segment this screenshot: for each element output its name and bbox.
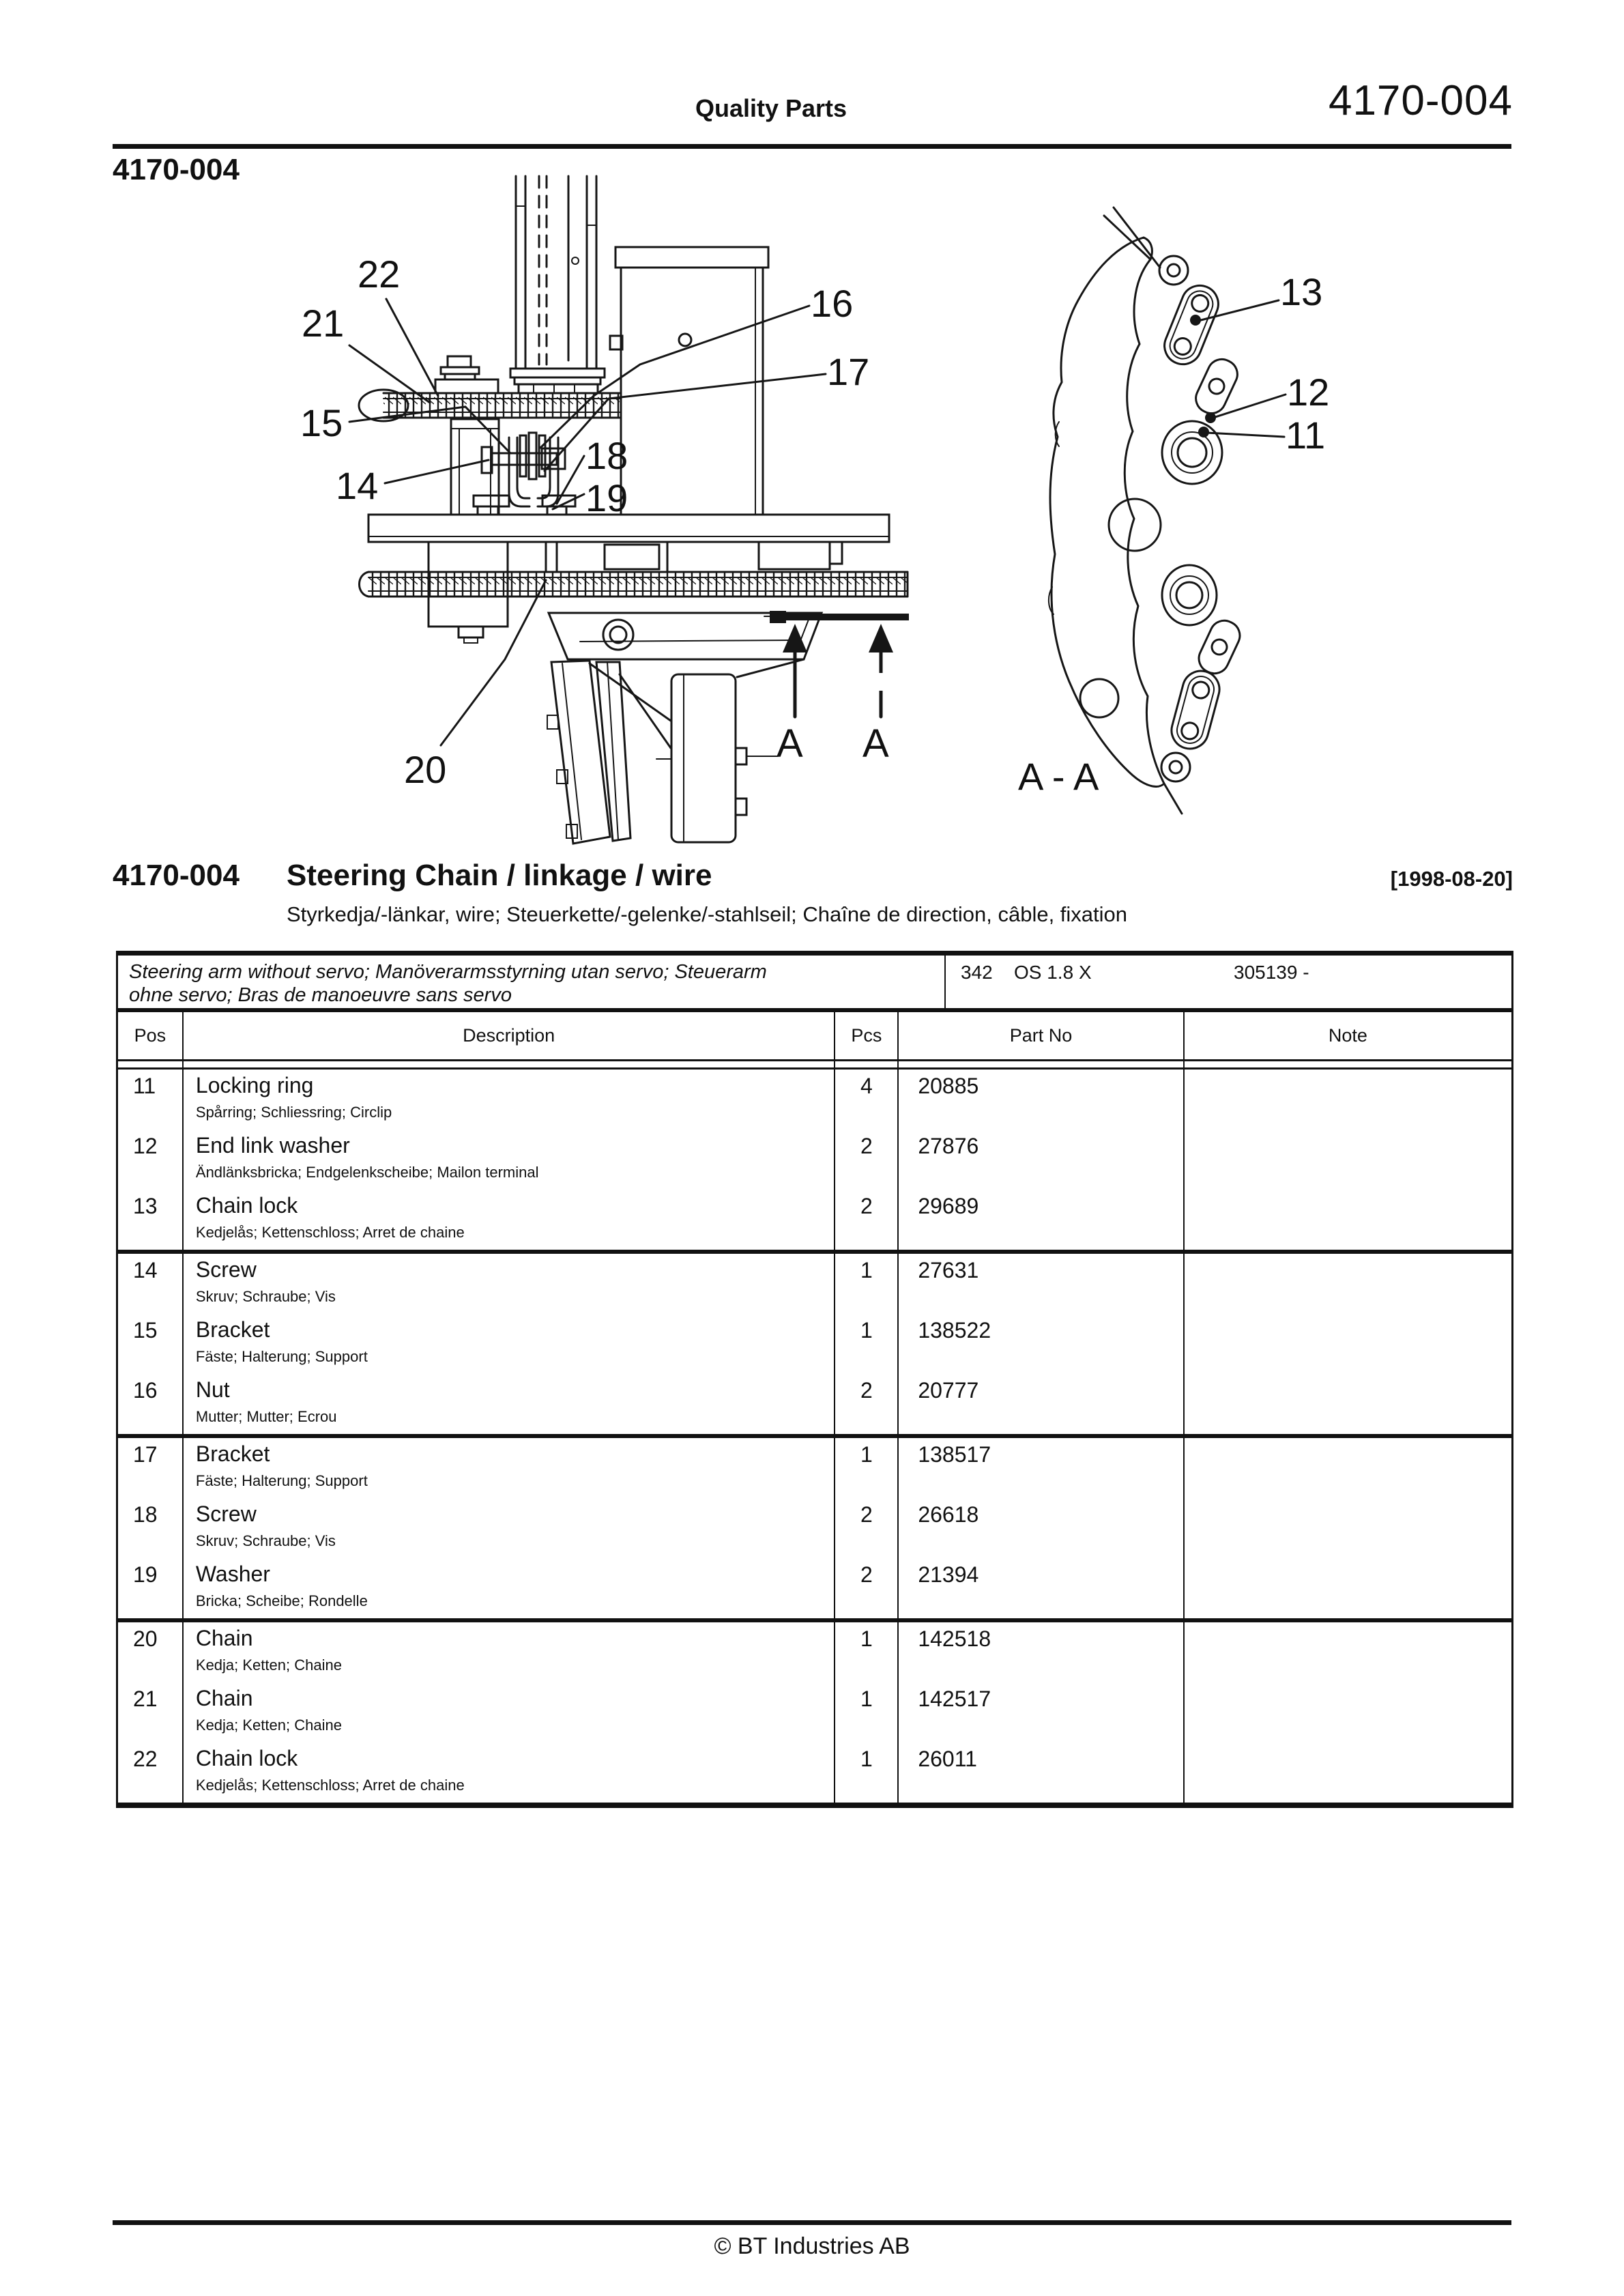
document-number: 4170-004 [113, 153, 240, 186]
row-pcs: 1 [835, 1254, 899, 1314]
row-part-no: 29689 [899, 1190, 1184, 1250]
section-arrow-label-left: A [777, 721, 803, 766]
footer-copyright: © BT Industries AB [714, 2233, 910, 2259]
table-row [118, 1314, 1511, 1374]
parts-table [116, 951, 1513, 1808]
row-desc [184, 1314, 836, 1374]
row-part-no: 20885 [899, 1070, 1184, 1130]
row-part-no: 27631 [899, 1254, 1184, 1314]
row-pcs: 2 [835, 1190, 899, 1250]
row-group-2 [116, 1254, 1513, 1438]
part-name-alt: Spårring; Schliessring; Circlip [195, 1104, 392, 1121]
row-part-no: 142517 [899, 1682, 1184, 1742]
left-view [349, 176, 909, 844]
row-desc [184, 1742, 836, 1803]
footer-rule [113, 2220, 1511, 2225]
row-pcs: 1 [835, 1682, 899, 1742]
row-group-1 [116, 1070, 1513, 1254]
callout-22: 22 [358, 253, 401, 296]
row-desc [184, 1070, 836, 1130]
row-part-no: 138517 [899, 1438, 1184, 1498]
row-pos: 19 [118, 1558, 184, 1618]
callout-18: 18 [585, 434, 628, 477]
row-desc [184, 1374, 836, 1434]
table-row [118, 1682, 1511, 1742]
callout-21: 21 [302, 302, 345, 345]
section-subtitle: Styrkedja/-länkar, wire; Steuerkette/-gelenke/-stahlseil; Chaîne de direction, câble, fixation [287, 902, 1128, 926]
row-pcs: 1 [835, 1742, 899, 1803]
row-note [1185, 1190, 1511, 1250]
col-header-description: Description [184, 1012, 836, 1059]
variant-serial: 305139 - [1234, 962, 1309, 983]
table-header-row [116, 1012, 1513, 1061]
row-pos: 13 [118, 1190, 184, 1250]
part-name-alt: Kedjelås; Kettenschloss; Arret de chaine [195, 1224, 465, 1241]
row-note [1185, 1254, 1511, 1314]
row-pcs: 2 [835, 1374, 899, 1434]
row-pos: 16 [118, 1374, 184, 1434]
row-pos: 14 [118, 1254, 184, 1314]
row-desc [184, 1130, 836, 1190]
page-header-title: Quality Parts [695, 94, 847, 122]
row-note [1185, 1314, 1511, 1374]
row-note [1185, 1558, 1511, 1618]
row-part-no: 21394 [899, 1558, 1184, 1618]
col-header-pcs: Pcs [835, 1012, 899, 1059]
table-row [118, 1374, 1511, 1434]
row-note [1185, 1498, 1511, 1558]
table-row [118, 1190, 1511, 1250]
part-name-alt: Skruv; Schraube; Vis [195, 1288, 336, 1305]
row-desc [184, 1498, 836, 1558]
part-name-alt: Kedja; Ketten; Chaine [195, 1717, 342, 1734]
row-pos: 15 [118, 1314, 184, 1374]
part-name-alt: Fäste; Halterung; Support [195, 1472, 368, 1489]
callout-12: 12 [1287, 371, 1330, 414]
callout-14: 14 [336, 464, 379, 507]
callout-19: 19 [585, 476, 628, 519]
table-row [118, 1254, 1511, 1314]
row-note [1185, 1742, 1511, 1803]
row-desc [184, 1558, 836, 1618]
header-rule [113, 144, 1511, 149]
part-name-alt: Fäste; Halterung; Support [195, 1348, 368, 1365]
row-pcs: 1 [835, 1622, 899, 1682]
section-date: [1998-08-20] [1390, 867, 1513, 891]
part-name: Screw [195, 1502, 257, 1526]
part-name: Nut [195, 1377, 230, 1402]
col-header-note: Note [1328, 1025, 1367, 1046]
row-desc [184, 1190, 836, 1250]
row-group-3 [116, 1438, 1513, 1622]
part-name-alt: Bricka; Scheibe; Rondelle [195, 1592, 368, 1609]
row-note [1185, 1622, 1511, 1682]
table-row [118, 1622, 1511, 1682]
row-part-no: 26618 [899, 1498, 1184, 1558]
table-row [118, 1558, 1511, 1618]
part-name-alt: Kedjelås; Kettenschloss; Arret de chaine [195, 1777, 465, 1794]
part-name: Chain [195, 1686, 253, 1710]
row-pos: 12 [118, 1130, 184, 1190]
row-pcs: 4 [835, 1070, 899, 1130]
row-pcs: 2 [835, 1558, 899, 1618]
row-pos: 20 [118, 1622, 184, 1682]
row-pos: 17 [118, 1438, 184, 1498]
row-part-no: 138522 [899, 1314, 1184, 1374]
row-note [1185, 1374, 1511, 1434]
row-part-no: 27876 [899, 1130, 1184, 1190]
section-number: 4170-004 [113, 859, 240, 892]
part-name: Screw [195, 1257, 257, 1282]
part-name-alt: Skruv; Schraube; Vis [195, 1532, 336, 1549]
row-part-no: 142518 [899, 1622, 1184, 1682]
row-pos: 18 [118, 1498, 184, 1558]
row-pcs: 1 [835, 1438, 899, 1498]
col-header-part: Part No [899, 1012, 1184, 1059]
row-group-4 [116, 1622, 1513, 1808]
part-name-alt: Kedja; Ketten; Chaine [195, 1656, 342, 1674]
part-name: Chain [195, 1626, 253, 1650]
row-desc [184, 1682, 836, 1742]
row-pcs: 2 [835, 1130, 899, 1190]
row-pos: 11 [118, 1070, 184, 1130]
row-part-no: 20777 [899, 1374, 1184, 1434]
callout-16: 16 [811, 282, 854, 325]
table-row [118, 1742, 1511, 1803]
part-name-alt: Ändlänksbricka; Endgelenkscheibe; Mailon terminal [195, 1164, 539, 1181]
table-row [118, 1498, 1511, 1558]
table-row [118, 1438, 1511, 1498]
section-title: Steering Chain / linkage / wire [287, 859, 712, 892]
part-name-alt: Mutter; Mutter; Ecrou [195, 1408, 337, 1425]
col-header-pos: Pos [118, 1012, 184, 1059]
part-name: Chain lock [195, 1193, 298, 1218]
part-name: Bracket [195, 1441, 270, 1466]
table-row [118, 1130, 1511, 1190]
variant-box [116, 951, 1513, 1012]
row-pos: 22 [118, 1742, 184, 1803]
row-note [1185, 1070, 1511, 1130]
row-desc [184, 1438, 836, 1498]
variant-line1: Steering arm without servo; Manöverarmsstyrning utan servo; Steuerarm [129, 961, 767, 983]
section-label-aa: A - A [1018, 755, 1099, 798]
row-desc [184, 1254, 836, 1314]
part-name: Bracket [195, 1317, 270, 1342]
parts-diagram [0, 171, 1624, 861]
row-part-no: 26011 [899, 1742, 1184, 1803]
row-pos: 21 [118, 1682, 184, 1742]
callout-20: 20 [404, 748, 447, 791]
row-note [1185, 1438, 1511, 1498]
header-double-rule [116, 1061, 1513, 1070]
section-arrow-label-right: A [862, 721, 889, 766]
variant-code: 342 [961, 962, 993, 983]
callout-15: 15 [300, 401, 343, 444]
table-row [118, 1070, 1511, 1130]
variant-codes [946, 956, 1511, 1008]
row-note [1185, 1130, 1511, 1190]
callout-17: 17 [827, 350, 870, 393]
row-note [1185, 1682, 1511, 1742]
callout-13: 13 [1280, 270, 1323, 313]
row-desc [184, 1622, 836, 1682]
part-name: Washer [195, 1562, 270, 1586]
steering-diagram-svg [0, 171, 1624, 861]
variant-line2: ohne servo; Bras de manoeuvre sans servo [129, 984, 512, 1006]
part-name: End link washer [195, 1133, 350, 1158]
variant-model: OS 1.8 X [1014, 962, 1092, 983]
row-pcs: 2 [835, 1498, 899, 1558]
part-name: Chain lock [195, 1746, 298, 1770]
callout-11: 11 [1286, 414, 1326, 457]
page-header-number: 4170-004 [1328, 77, 1513, 124]
section-view-aa [1049, 207, 1286, 814]
variant-description [118, 956, 946, 1008]
part-name: Locking ring [195, 1073, 314, 1097]
row-pcs: 1 [835, 1314, 899, 1374]
